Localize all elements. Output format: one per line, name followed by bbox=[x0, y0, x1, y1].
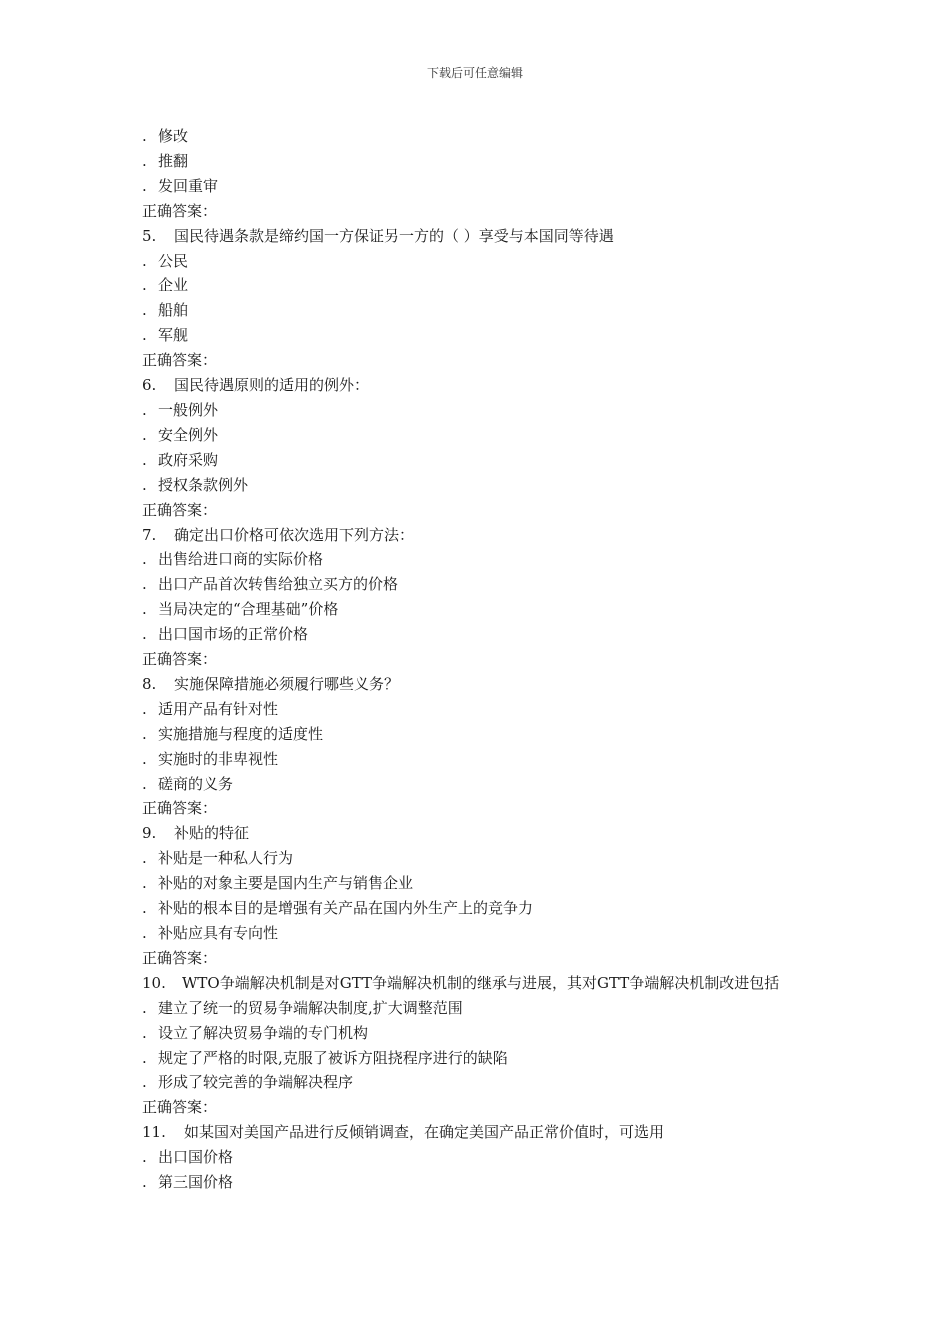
question-text: 如某国对美国产品进行反倾销调查，在确定美国产品正常价值时，可选用 bbox=[184, 1123, 665, 1142]
option-text: 政府采购 bbox=[158, 450, 219, 469]
option-text: 授权条款例外 bbox=[158, 475, 249, 494]
option-text: 出口国价格 bbox=[158, 1148, 234, 1167]
option-marker: . bbox=[142, 1048, 147, 1067]
question-number: 11. bbox=[142, 1123, 166, 1142]
question-stem bbox=[142, 523, 822, 548]
option-text: 补贴的对象主要是国内生产与销售企业 bbox=[158, 874, 414, 893]
option-marker: . bbox=[142, 301, 147, 320]
option-item bbox=[142, 846, 822, 871]
option-item bbox=[142, 124, 822, 149]
option-marker: . bbox=[142, 425, 147, 444]
option-marker: . bbox=[142, 1023, 147, 1042]
option-item bbox=[142, 597, 822, 622]
option-marker: . bbox=[142, 151, 147, 170]
option-item bbox=[142, 1170, 822, 1195]
option-marker: . bbox=[142, 475, 147, 494]
question-text: 国民待遇原则的适用的例外： bbox=[174, 376, 370, 395]
question-text: 国民待遇条款是缔约国一方保证另一方的（ ）享受与本国同等待遇 bbox=[174, 226, 614, 245]
question-number: 6. bbox=[142, 376, 157, 395]
option-marker: . bbox=[142, 924, 147, 942]
question-stem bbox=[142, 672, 822, 697]
page-header: 下载后可任意编辑 bbox=[426, 66, 523, 80]
option-marker: . bbox=[142, 276, 147, 295]
option-marker: . bbox=[142, 724, 147, 743]
option-item bbox=[142, 547, 822, 572]
option-text: 当局决定的“合理基础”价格 bbox=[158, 600, 339, 619]
option-marker: . bbox=[142, 998, 147, 1017]
option-text: 磋商的义务 bbox=[158, 774, 234, 793]
option-marker: . bbox=[142, 774, 147, 793]
option-item bbox=[142, 572, 822, 597]
option-text: 实施时的非卑视性 bbox=[158, 749, 279, 768]
option-text: 出口产品首次转售给独立买方的价格 bbox=[158, 575, 399, 594]
option-text: 修改 bbox=[158, 127, 189, 145]
option-marker: . bbox=[142, 1148, 147, 1167]
option-text: 出口国市场的正常价格 bbox=[158, 625, 309, 644]
option-item bbox=[142, 921, 822, 946]
option-marker: . bbox=[142, 400, 147, 419]
option-text: 补贴的根本目的是增强有关产品在国内外生产上的竞争力 bbox=[158, 899, 534, 918]
option-text: 形成了较完善的争端解决程序 bbox=[158, 1073, 354, 1092]
option-marker: . bbox=[142, 550, 147, 569]
option-text: 出售给进口商的实际价格 bbox=[158, 550, 324, 569]
question-text: 实施保障措施必须履行哪些义务？ bbox=[174, 674, 400, 693]
option-marker: . bbox=[142, 749, 147, 768]
option-marker: . bbox=[142, 575, 147, 594]
option-text: 军舰 bbox=[158, 326, 189, 345]
option-text: 推翻 bbox=[158, 151, 189, 170]
answer-label: 正确答案： bbox=[142, 948, 218, 967]
answer-label: 正确答案： bbox=[142, 201, 218, 220]
option-text: 设立了解决贸易争端的专门机构 bbox=[158, 1023, 369, 1042]
option-item bbox=[142, 871, 822, 896]
option-item bbox=[142, 149, 822, 174]
option-item bbox=[142, 1070, 822, 1095]
option-marker: . bbox=[142, 1173, 147, 1192]
option-marker: . bbox=[142, 176, 147, 195]
option-item bbox=[142, 622, 822, 647]
question-stem bbox=[142, 224, 822, 249]
option-item bbox=[142, 772, 822, 797]
option-marker: . bbox=[142, 251, 147, 270]
option-item bbox=[142, 996, 822, 1021]
option-marker: . bbox=[142, 699, 147, 718]
option-marker: . bbox=[142, 625, 147, 644]
question-number: 8. bbox=[142, 674, 157, 693]
question-text: 补贴的特征 bbox=[174, 824, 250, 843]
question-stem bbox=[142, 821, 822, 846]
option-marker: . bbox=[142, 127, 147, 145]
answer-label: 正确答案： bbox=[142, 650, 218, 669]
option-item bbox=[142, 423, 822, 448]
option-text: 规定了严格的时限,克服了被诉方阻挠程序进行的缺陷 bbox=[158, 1048, 508, 1067]
option-item bbox=[142, 273, 822, 298]
option-item bbox=[142, 697, 822, 722]
option-item bbox=[142, 1021, 822, 1046]
option-marker: . bbox=[142, 849, 147, 868]
answer-label: 正确答案： bbox=[142, 799, 218, 818]
answer-label: 正确答案： bbox=[142, 1098, 218, 1117]
option-item bbox=[142, 398, 822, 423]
option-item bbox=[142, 1046, 822, 1071]
option-marker: . bbox=[142, 600, 147, 619]
option-marker: . bbox=[142, 450, 147, 469]
option-item bbox=[142, 298, 822, 323]
question-number: 7. bbox=[142, 525, 157, 544]
option-text: 补贴是一种私人行为 bbox=[158, 849, 294, 868]
option-item bbox=[142, 448, 822, 473]
option-item bbox=[142, 249, 822, 274]
question-list bbox=[142, 124, 822, 1195]
question-number: 5. bbox=[142, 226, 157, 245]
question-number: 9. bbox=[142, 824, 157, 843]
option-marker: . bbox=[142, 326, 147, 345]
option-text: 建立了统一的贸易争端解决制度,扩大调整范围 bbox=[158, 998, 463, 1017]
option-text: 公民 bbox=[158, 251, 189, 270]
question-stem bbox=[142, 1120, 822, 1145]
option-item bbox=[142, 473, 822, 498]
option-text: 适用产品有针对性 bbox=[158, 699, 279, 718]
question-text: 确定出口价格可依次选用下列方法： bbox=[174, 525, 415, 544]
option-item bbox=[142, 896, 822, 921]
option-text: 一般例外 bbox=[158, 400, 219, 419]
option-item bbox=[142, 323, 822, 348]
option-text: 船舶 bbox=[158, 301, 189, 320]
question-text: WTO争端解决机制是对GTT争端解决机制的继承与进展，其对GTT争端解决机制改进包括 bbox=[182, 973, 780, 992]
option-text: 第三国价格 bbox=[158, 1173, 234, 1192]
question-number: 10. bbox=[142, 973, 166, 992]
option-text: 企业 bbox=[158, 276, 189, 295]
option-marker: . bbox=[142, 1073, 147, 1092]
option-text: 补贴应具有专向性 bbox=[158, 924, 279, 942]
question-stem bbox=[142, 971, 822, 996]
answer-label: 正确答案： bbox=[142, 500, 218, 519]
option-text: 发回重审 bbox=[158, 176, 219, 195]
option-item bbox=[142, 1145, 822, 1170]
option-item bbox=[142, 747, 822, 772]
question-stem bbox=[142, 373, 822, 398]
option-marker: . bbox=[142, 874, 147, 893]
option-text: 实施措施与程度的适度性 bbox=[158, 724, 324, 743]
option-item bbox=[142, 174, 822, 199]
answer-label: 正确答案： bbox=[142, 351, 218, 370]
option-item bbox=[142, 722, 822, 747]
option-text: 安全例外 bbox=[158, 425, 219, 444]
option-marker: . bbox=[142, 899, 147, 918]
